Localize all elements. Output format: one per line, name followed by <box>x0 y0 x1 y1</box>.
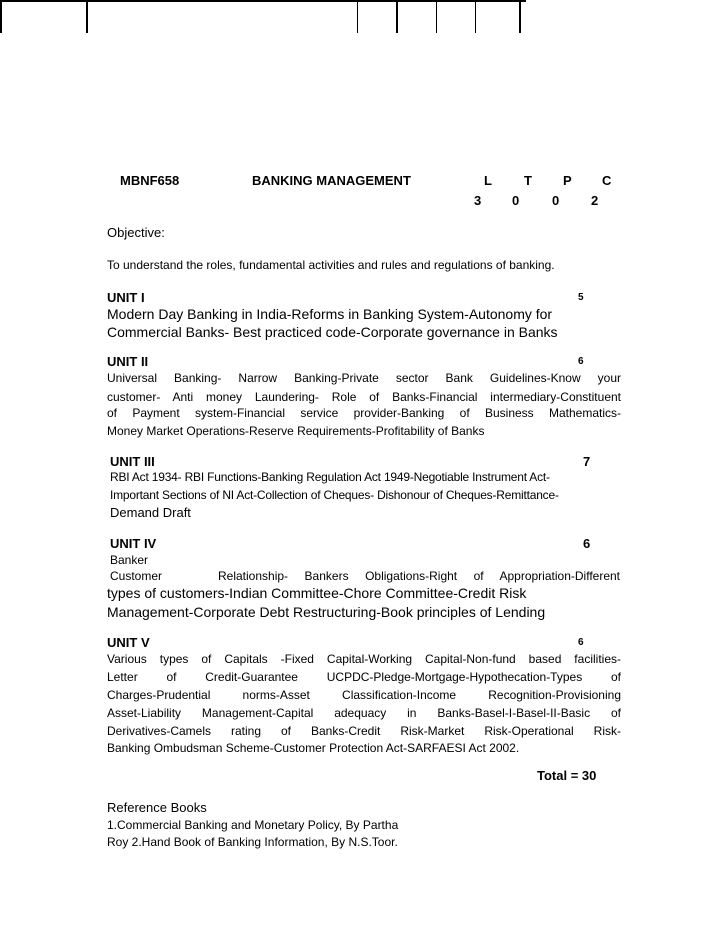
grid-vline <box>86 0 88 33</box>
unit-1-line: Modern Day Banking in India-Reforms in Banking System-Autonomy for <box>107 306 553 322</box>
reference-line: Roy 2.Hand Book of Banking Information, By N.S.Toor. <box>107 835 398 849</box>
course-title: BANKING MANAGEMENT <box>252 173 411 188</box>
ltpc-label-l: L <box>484 173 492 188</box>
unit-2-line: of Payment system-Financial service provider-Banking of Business Mathematics- <box>107 406 621 420</box>
unit-3-title: UNIT III <box>110 454 155 469</box>
reference-line: 1.Commercial Banking and Monetary Policy, By Partha <box>107 818 399 832</box>
references-heading: Reference Books <box>107 800 207 815</box>
grid-vline <box>475 0 476 33</box>
unit-4-title: UNIT IV <box>110 536 157 551</box>
unit-4-line: Management-Corporate Debt Restructuring-Book principles of Lending <box>107 604 546 620</box>
grid-vline <box>0 0 2 33</box>
unit-4-hours: 6 <box>583 536 591 551</box>
total-hours: Total = 30 <box>537 768 597 783</box>
ltpc-label-t: T <box>524 173 532 188</box>
unit-4-line: Relationship- Bankers Obligations-Right of Appropriation-Different <box>218 569 620 583</box>
unit-2-line: Money Market Operations-Reserve Requirements-Profitability of Banks <box>107 424 485 438</box>
unit-2-hours: 6 <box>578 356 584 367</box>
unit-5-title: UNIT V <box>107 635 150 650</box>
unit-3-line: RBI Act 1934- RBI Functions-Banking Regulation Act 1949-Negotiable Instrument Act- <box>110 470 550 484</box>
unit-4-line: types of customers-Indian Committee-Chore Committee-Credit Risk <box>107 585 527 601</box>
unit-5-line: Asset-Liability Management-Capital adequacy in Banks-Basel-I-Basel-II-Basic of <box>107 706 621 720</box>
unit-1-title: UNIT I <box>107 290 145 305</box>
unit-2-title: UNIT II <box>107 354 149 369</box>
ltpc-value-c: 2 <box>591 193 599 208</box>
unit-4-line: Banker <box>110 553 149 567</box>
unit-1-hours: 5 <box>578 292 584 303</box>
ltpc-label-p: P <box>563 173 572 188</box>
ltpc-value-p: 0 <box>552 193 560 208</box>
ltpc-value-l: 3 <box>474 193 482 208</box>
unit-5-line: Banking Ombudsman Scheme-Customer Protection Act-SARFAESI Act 2002. <box>107 741 520 755</box>
unit-1-line: Commercial Banks- Best practiced code-Corporate governance in Banks <box>107 324 558 340</box>
top-rule <box>0 0 526 2</box>
grid-vline <box>396 0 398 33</box>
ltpc-label-c: C <box>602 173 612 188</box>
unit-2-line: Universal Banking- Narrow Banking-Private sector Bank Guidelines-Know your <box>107 371 621 385</box>
grid-vline <box>519 0 521 33</box>
grid-vline <box>436 0 437 33</box>
unit-3-line: Demand Draft <box>110 505 191 520</box>
objective-heading: Objective: <box>107 225 165 240</box>
course-code: MBNF658 <box>120 173 180 188</box>
unit-5-line: Charges-Prudential norms-Asset Classification-Income Recognition-Provisioning <box>107 688 621 702</box>
unit-5-line: Letter of Credit-Guarantee UCPDC-Pledge-Mortgage-Hypothecation-Types of <box>107 670 621 684</box>
unit-3-line: Important Sections of NI Act-Collection of Cheques- Dishonour of Cheques-Remittance- <box>110 488 559 502</box>
unit-5-hours: 6 <box>578 637 584 648</box>
unit-5-line: Derivatives-Camels rating of Banks-Credit Risk-Market Risk-Operational Risk- <box>107 724 621 738</box>
ltpc-value-t: 0 <box>512 193 520 208</box>
unit-5-line: Various types of Capitals -Fixed Capital-Working Capital-Non-fund based facilities- <box>107 652 621 666</box>
unit-4-line: Customer <box>110 569 163 583</box>
unit-3-hours: 7 <box>583 454 591 469</box>
grid-vline <box>357 0 358 33</box>
objective-text: To understand the roles, fundamental activities and rules and regulations of banking. <box>107 258 555 272</box>
unit-2-line: customer- Anti money Laundering- Role of Banks-Financial intermediary-Constituent <box>107 390 621 404</box>
